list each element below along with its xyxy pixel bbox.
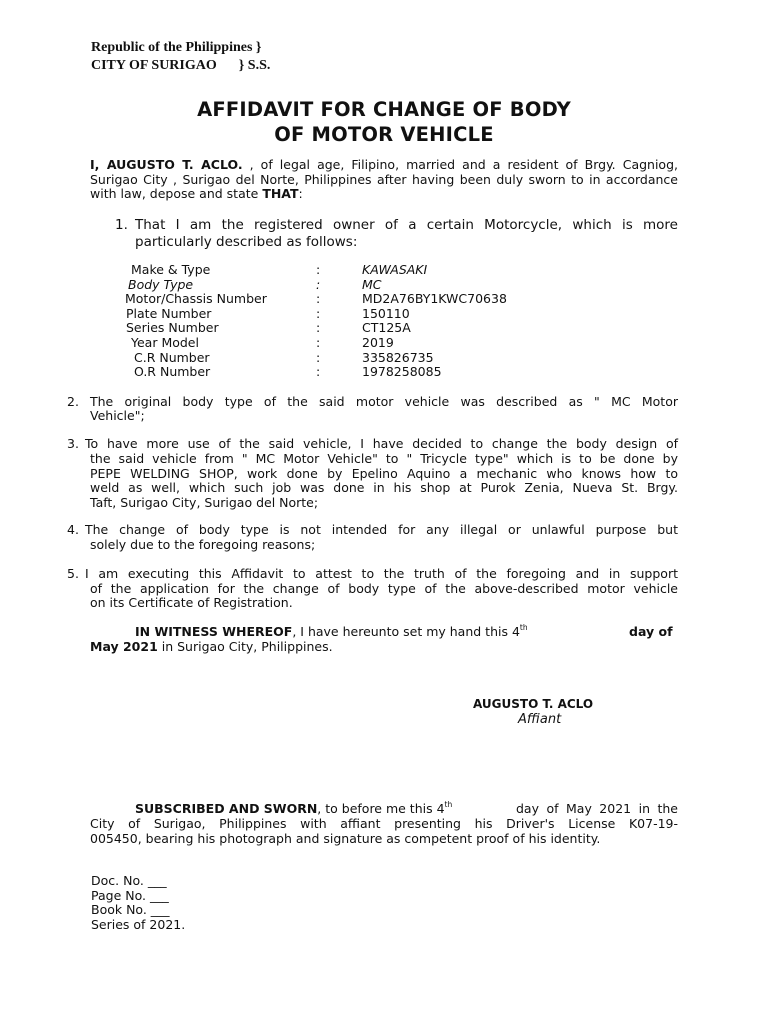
witness-rest: in Surigao City, Philippines. — [157, 639, 333, 654]
spec-row-body-type — [0, 277, 768, 292]
item-4-number: 4. — [67, 522, 79, 537]
spec-label: Plate Number — [126, 306, 212, 321]
document-title-line-1: AFFIDAVIT FOR CHANGE OF BODY — [197, 98, 571, 121]
item-5-number: 5. — [67, 566, 79, 581]
jurat-text: , to before me this 4 — [317, 801, 445, 816]
spec-value: 1978258085 — [362, 364, 442, 379]
spec-value: MC — [362, 277, 382, 292]
item-1-line-2: particularly described as follows: — [135, 234, 358, 250]
spec-row-year-model — [0, 335, 768, 350]
witness-sup: th — [519, 622, 528, 632]
spec-value: 150110 — [362, 306, 410, 321]
spec-label: O.R Number — [134, 364, 211, 379]
item-1-number: 1. — [115, 217, 128, 233]
jurat-sup: th — [444, 799, 453, 809]
intro-text: , of legal age, Filipino, married and a resident of Brgy. Cagniog, Surigao City , Surigao del Norte, Philippines after having been duly sworn to in accordance with law, depose and state — [90, 157, 678, 202]
item-3-line-4: weld as well, which such job was done in his shop at Purok Zenia, Nueva St. Brgy. — [90, 480, 678, 495]
witness-line-1 — [135, 624, 528, 639]
affiant-role: Affiant — [518, 712, 562, 727]
venue-line-1: Republic of the Philippines } — [91, 40, 262, 55]
jurat-line-3: 005450, bearing his photograph and signature as competent proof of his identity. — [90, 831, 601, 846]
witness-line-2 — [90, 639, 333, 654]
witness-date: May 2021 — [90, 639, 158, 654]
document-title-line-2: OF MOTOR VEHICLE — [274, 123, 494, 146]
venue-ss: } S.S. — [238, 58, 271, 73]
that-keyword: THAT — [262, 186, 299, 202]
page-number: Page No. ___ — [91, 888, 169, 903]
affiant-signature-name: AUGUSTO T. ACLO — [473, 697, 594, 711]
spec-separator: : — [316, 291, 321, 306]
item-5-line-2: of the application for the change of body type of the above-described motor vehicle — [90, 581, 678, 596]
book-number: Book No. ___ — [91, 902, 170, 917]
spec-separator: : — [316, 350, 321, 365]
spec-label: Motor/Chassis Number — [125, 291, 267, 306]
venue-line-2 — [91, 58, 270, 74]
item-2-line-1: The original body type of the said motor vehicle was described as " MC Motor — [90, 394, 678, 409]
spec-label: C.R Number — [134, 350, 210, 365]
intro-colon: : — [298, 186, 303, 202]
item-5-line-3: on its Certificate of Registration. — [90, 595, 293, 610]
spec-separator: : — [316, 364, 321, 379]
spec-separator: : — [316, 277, 321, 292]
spec-separator: : — [316, 262, 321, 277]
spec-row-plate-number — [0, 306, 768, 321]
item-2-number: 2. — [67, 394, 79, 409]
jurat-lead: SUBSCRIBED AND SWORN — [135, 801, 318, 816]
item-3-line-5: Taft, Surigao City, Surigao del Norte; — [90, 495, 319, 510]
witness-day-of: day of — [629, 624, 673, 639]
item-4-line-1: The change of body type is not intended for any illegal or unlawful purpose but — [85, 522, 678, 537]
venue-city: CITY OF SURIGAO — [91, 58, 217, 73]
affiant-name-intro: I, AUGUSTO T. ACLO. — [90, 157, 243, 172]
item-3-line-3: PEPE WELDING SHOP, work done by Epelino Aquino a mechanic who knows how to — [90, 466, 678, 481]
witness-lead: IN WITNESS WHEREOF — [135, 624, 293, 639]
spec-value: CT125A — [362, 320, 411, 335]
spec-label: Series Number — [126, 320, 219, 335]
spec-row-cr-number — [0, 350, 768, 365]
series-year: Series of 2021. — [91, 917, 186, 932]
spec-row-series-number — [0, 320, 768, 335]
item-5-line-1: I am executing this Affidavit to attest to the truth of the foregoing and in support — [85, 566, 678, 581]
spec-label: Make & Type — [131, 262, 211, 277]
spec-separator: : — [316, 320, 321, 335]
item-2-line-2: Vehicle"; — [90, 408, 145, 423]
spec-row-or-number — [0, 364, 768, 379]
jurat-line-2: City of Surigao, Philippines with affiant presenting his Driver's License K07-19- — [90, 816, 678, 831]
spec-value: 2019 — [362, 335, 394, 350]
intro-paragraph — [90, 158, 678, 202]
jurat-line-1 — [135, 801, 452, 816]
item-3-number: 3. — [67, 436, 79, 451]
item-3-line-2: the said vehicle from " MC Motor Vehicle" to " Tricycle type" which is to be done by — [90, 451, 678, 466]
item-3-line-1: To have more use of the said vehicle, I have decided to change the body design of — [85, 436, 678, 451]
doc-number: Doc. No. ___ — [91, 873, 167, 888]
spec-separator: : — [316, 306, 321, 321]
spec-value: KAWASAKI — [362, 262, 428, 277]
item-4-line-2: solely due to the foregoing reasons; — [90, 537, 316, 552]
witness-text: , I have hereunto set my hand this 4 — [292, 624, 520, 639]
spec-label: Year Model — [131, 335, 199, 350]
item-1-line-1: That I am the registered owner of a certain Motorcycle, which is more — [135, 217, 678, 233]
spec-value: MD2A76BY1KWC70638 — [362, 291, 507, 306]
spec-value: 335826735 — [362, 350, 434, 365]
spec-row-make-type — [0, 262, 768, 277]
spec-row-motor-chassis — [0, 291, 768, 306]
spec-separator: : — [316, 335, 321, 350]
jurat-line-1-end: day of May 2021 in the — [516, 801, 678, 816]
spec-label: Body Type — [128, 277, 194, 292]
